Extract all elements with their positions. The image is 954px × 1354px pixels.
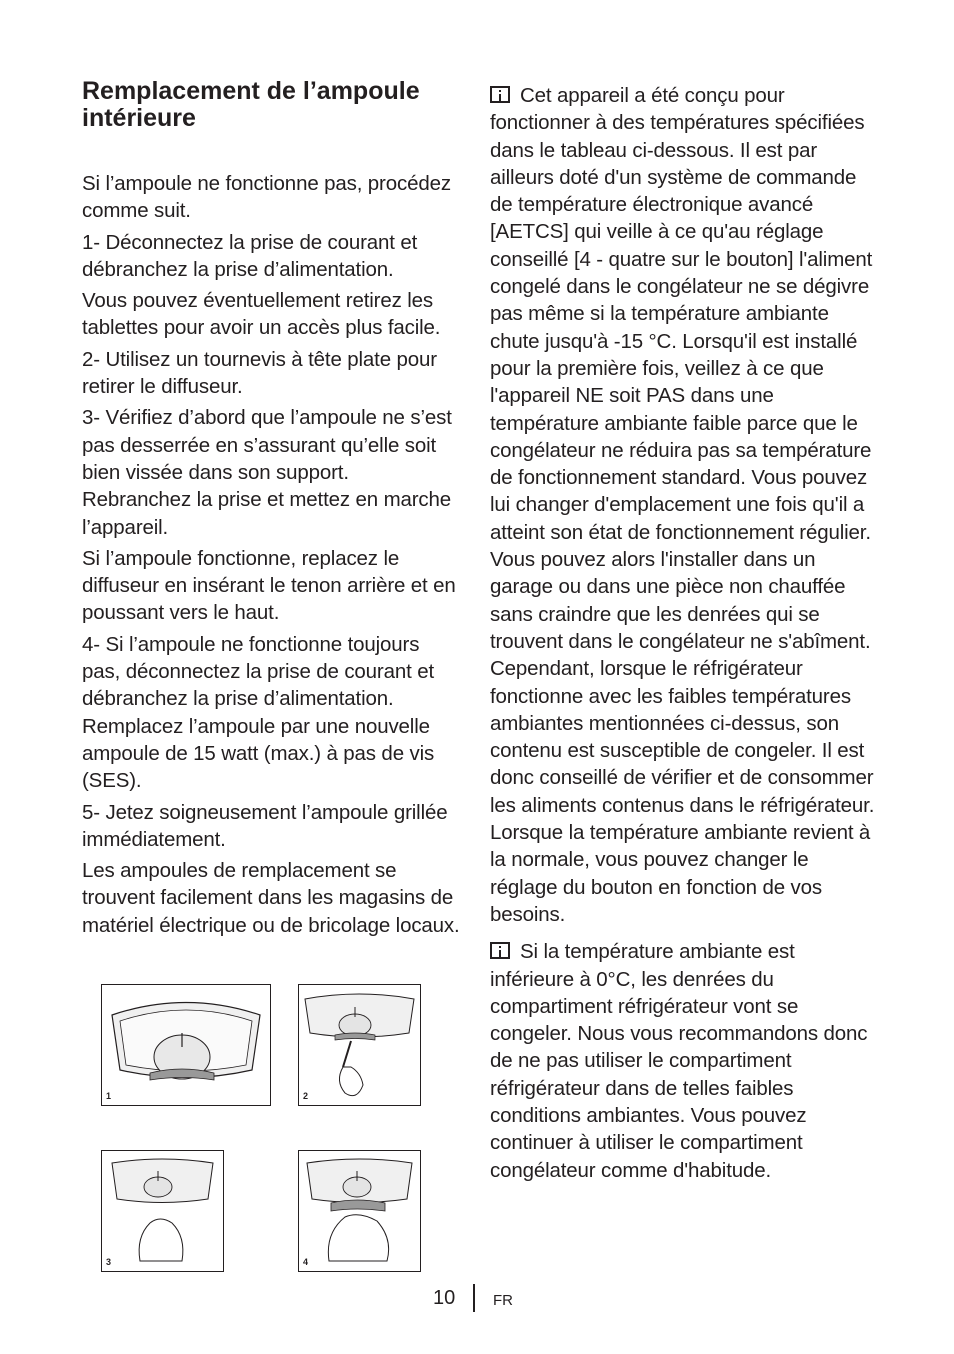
paragraph: Si l’ampoule fonctionne, replacez le diffuseur en insérant le tenon arrière et en poussant vers le haut. (82, 546, 456, 625)
figure-1-lamp-housing (101, 984, 271, 1106)
paragraph: 2- Utilisez un tournevis à tête plate pour retirer le diffuseur. (82, 347, 437, 399)
section-title: Remplacement de l’ampoule intérieure (82, 77, 420, 132)
info-note (490, 938, 880, 1184)
figure-number: 3 (106, 1257, 112, 1267)
paragraph: 4- Si l’ampoule ne fonctionne toujours pas, déconnectez la prise de courant et débranchez la prise d’alimentation. Remplacez l’ampoule par une nouvelle ampoule de 15 watt (max.) à pas de vis (SES). (82, 632, 435, 793)
paragraph: Vous pouvez éventuellement retirez les tablettes pour avoir un accès plus facile. (82, 289, 441, 340)
check-bulb-illustration (102, 1151, 223, 1271)
figure-4-replace-diffuser (298, 1150, 421, 1272)
figure-2-screwdriver (298, 984, 421, 1106)
footer-divider (473, 1284, 475, 1312)
info-icon (490, 86, 510, 103)
paragraph: 5- Jetez soigneusement l’ampoule grillée immédiatement. (82, 800, 448, 851)
info-icon (490, 942, 510, 959)
lamp-housing-illustration (102, 985, 270, 1105)
figure-number: 2 (303, 1091, 309, 1101)
paragraph: Les ampoules de remplacement se trouvent facilement dans les magasins de matériel électrique ou de bricolage locaux. (82, 859, 460, 937)
figure-number: 4 (303, 1257, 309, 1267)
info-note-text: Cet appareil a été conçu pour fonctionner à des températures spécifiées dans le tableau ci-dessous. Il est par ailleurs doté d'un système de commande de température électronique avancé [AETCS] qui veille à ce qu'au réglage conseillé [4 - quatre sur le bouton] l'aliment congelé dans le congélateur ne se dégivre pas même si la température ambiante chute jusqu'à -15 °C. Lorsqu'il est installé pour la première fois, veillez à ce que l'appareil NE soit PAS dans une température ambiante faible parce que le congélateur ne réduira pas sa température de fonctionnement standard. Vous pouvez lui changer d'emplacement une fois qu'il a atteint son état de fonctionnement régulier. Vous pouvez alors l'installer dans un garage ou dans une pièce non chauffée sans craindre que les denrées qui se trouvent dans le congélateur ne s'abîment. Cependant, lorsque le réfrigérateur fonctionne avec les faibles températures ambiantes mentionnées ci-dessus, son contenu est susceptible de congeler. Il est donc conseillé de vérifier et de consommer les aliments contenus dans le réfrigérateur. Lorsque la température ambiante revient à la normale, vous pouvez changer le réglage du bouton en fonction de vos besoins. (490, 84, 875, 926)
info-note-text: Si la température ambiante est inférieure à 0°C, les denrées du compartiment réfrigérateur vont se congeler. Nous vous recommandons donc de ne pas utiliser le compartiment réfrigérateur dans de telles faibles conditions ambiantes. Vous pouvez continuer à utiliser le compartiment congélateur comme d'habitude. (490, 940, 868, 1182)
page-number: 10 (433, 1287, 456, 1309)
right-column (490, 82, 880, 1194)
info-note (490, 82, 880, 928)
replace-diffuser-illustration (299, 1151, 420, 1271)
paragraph: 3- Vérifiez d’abord que l’ampoule ne s’est pas desserrée en s’assurant qu’elle soit bien vissée dans son support. Rebranchez la prise et mettez en marche l’appareil. (82, 406, 452, 539)
figure-3-check-bulb (101, 1150, 224, 1272)
paragraph: 1- Déconnectez la prise de courant et débranchez la prise d’alimentation. (82, 230, 418, 281)
figure-number: 1 (106, 1091, 112, 1101)
paragraph: Si l’ampoule ne fonctionne pas, procédez comme suit. (82, 172, 451, 223)
screwdriver-illustration (299, 985, 420, 1105)
left-column (82, 78, 460, 943)
language-code: FR (493, 1292, 513, 1309)
